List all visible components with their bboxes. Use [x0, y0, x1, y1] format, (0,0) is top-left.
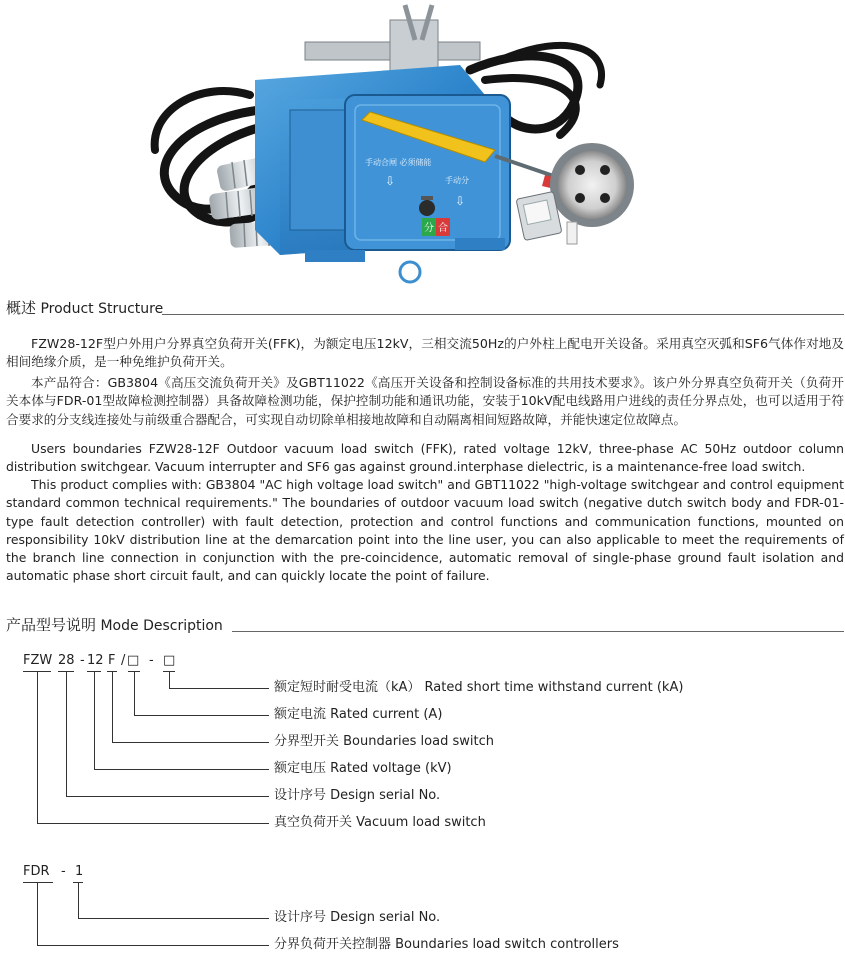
fault-controller — [516, 143, 634, 244]
fdr-part-1: 1 — [75, 864, 84, 879]
model-heading-rule — [232, 631, 844, 632]
code-part-box-2: □ — [163, 653, 176, 668]
switch-label-close: 合 — [438, 223, 448, 234]
code-part-12: 12 — [87, 653, 104, 668]
fzw-desc-rated-current: 额定电流 Rated current (A) — [274, 707, 443, 722]
panel-right-text: 手动分 — [445, 176, 469, 185]
fzw-desc-vacuum-load-switch: 真空负荷开关 Vacuum load switch — [274, 815, 486, 830]
code-part-dash-1: - — [80, 653, 85, 668]
paragraph-en-1: Users boundaries FZW28-12F Outdoor vacuum load switch (FFK), rated voltage 12kV, three-phase AC 50Hz outdoor column distribution switchgear. Vacuum interrupter and SF6 gas against ground.interphase dielectric, is a maintenance-free load switch. — [6, 441, 844, 475]
structure-title-en: Product Structure — [40, 301, 164, 317]
svg-text:⇩: ⇩ — [455, 194, 466, 208]
code-part-slash: / — [121, 653, 126, 668]
switch-label-open: 分 — [424, 223, 434, 234]
code-part-fzw: FZW — [23, 653, 53, 668]
svg-text:⇩: ⇩ — [385, 174, 396, 188]
panel-left-text: 手动合闸 必须储能 — [365, 158, 432, 167]
model-heading — [6, 616, 844, 638]
paragraph-en-2: This product complies with: GB3804 "AC high voltage load switch" and GBT11022 "high-voltage switchgear and control equipment standard common technical requirements." The boundaries of outdoor vacuum load switch (negative dutch switch body and FDR-01-type fault detection controller) with fault detection, protection and control functions and communication functions, mounted on responsibility 10kV distribution line at the demarcation point into the line user, you can also applicable to meet the requirements of the branch line connection in conjunction with the pre-coincidence, automatic removal of single-phase ground fault isolation and automatic phase short circuit fault, and can quickly locate the point of failure. — [6, 477, 844, 584]
paragraph-zh-2: 本产品符合：GB3804《高压交流负荷开关》及GBT11022《高压开关设备和控制设备标准的共用技术要求》。该户外分界真空负荷开关（负荷开关本体与FDR-01型故障检测控制器）具备故障检测功能，保护控制功能和通讯功能，安装于10kV配电线路用户进线的责任分界点处，也可以适用于符合要求的分支线连接处与前级重合器配合，可实现自动切除单相接地故障和自动隔离相间短路故障，并能快速定位故障点。 — [6, 375, 844, 427]
paragraph-zh-1: FZW28-12F型户外用户分界真空负荷开关(FFK)，为额定电压12kV，三相交流50Hz的户外柱上配电开关设备。采用真空灭弧和SF6气体作对地及相间绝缘介质，是一种免维护负荷开关。 — [6, 336, 844, 370]
fdr-desc-design-serial: 设计序号 Design serial No. — [274, 910, 441, 925]
fzw-desc-rated-short-time-current: 额定短时耐受电流（kA） Rated short time withstand current (kA) — [274, 680, 684, 695]
code-part-f: F — [108, 653, 116, 668]
model-heading-label — [6, 614, 223, 635]
structure-heading-label — [6, 297, 163, 318]
product-photo — [140, 0, 660, 295]
fdr-desc-switch-controllers: 分界负荷开关控制器 Boundaries load switch controllers — [274, 937, 619, 952]
structure-title-zh: 概述 — [6, 299, 37, 317]
fdr-part-dash: - — [61, 864, 66, 879]
model-title-en: Mode Description — [100, 618, 223, 634]
code-part-28: 28 — [58, 653, 75, 668]
fzw-desc-boundaries-switch: 分界型开关 Boundaries load switch — [274, 734, 494, 749]
switch-body — [255, 65, 510, 282]
fzw-desc-rated-voltage: 额定电压 Rated voltage (kV) — [274, 761, 452, 776]
code-part-box-1: □ — [127, 653, 140, 668]
fdr-part-fdr: FDR — [23, 864, 50, 879]
structure-heading — [6, 299, 844, 321]
model-title-zh: 产品型号说明 — [6, 616, 97, 634]
structure-heading-rule — [162, 314, 844, 315]
fzw-desc-design-serial: 设计序号 Design serial No. — [274, 788, 441, 803]
code-part-dash-2: - — [149, 653, 154, 668]
